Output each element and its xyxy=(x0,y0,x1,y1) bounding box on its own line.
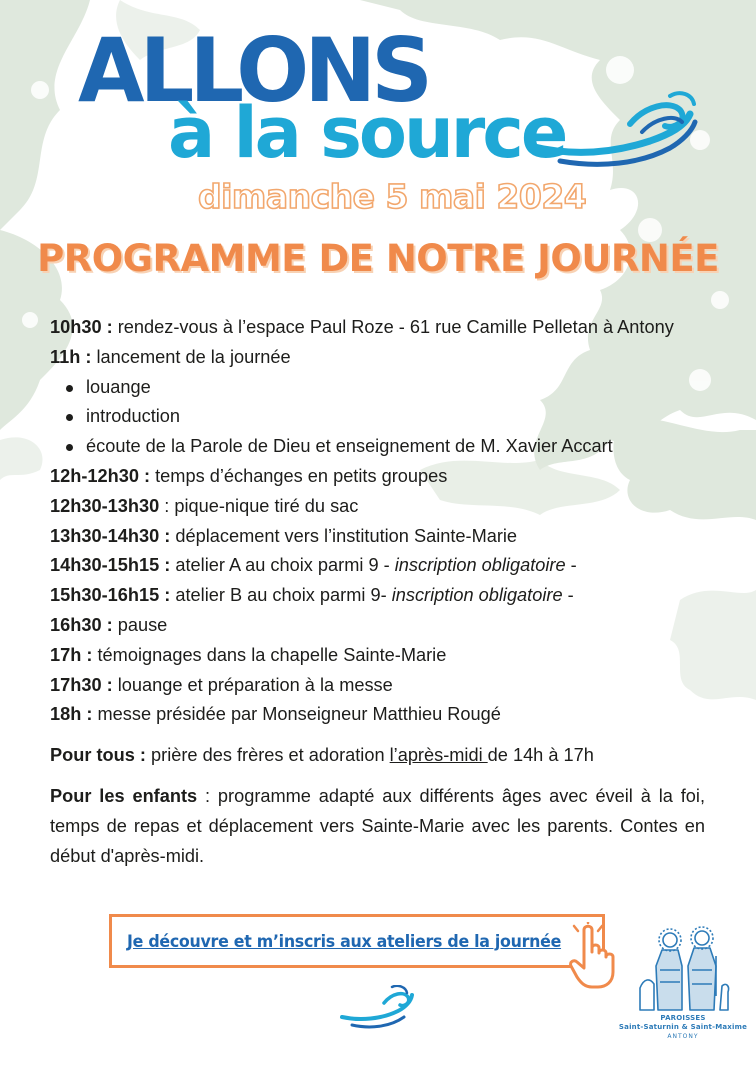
schedule-time: 13h30-14h30 : xyxy=(50,525,171,546)
program-title: PROGRAMME DE NOTRE JOURNÉE xyxy=(37,237,719,280)
wave-logo-icon xyxy=(338,985,416,1031)
schedule-time: 11h : xyxy=(50,346,92,367)
event-date: dimanche 5 mai 2024 xyxy=(198,177,587,216)
schedule-time: 15h30-16h15 : xyxy=(50,585,171,606)
schedule-item xyxy=(50,492,705,522)
schedule-text: témoignages dans la chapelle Sainte-Marie xyxy=(92,644,447,665)
pour-tous-text-after: de 14h à 17h xyxy=(487,745,594,766)
schedule-item xyxy=(50,551,705,581)
schedule-text: louange et préparation à la messe xyxy=(112,674,393,695)
schedule-item xyxy=(50,611,705,641)
register-workshops-link[interactable]: Je découvre et m’inscris aux ateliers de la journée xyxy=(126,931,562,951)
schedule-time: 18h : xyxy=(50,704,93,725)
schedule-item xyxy=(50,641,705,671)
program-schedule xyxy=(50,313,705,871)
wave-logo-icon xyxy=(520,86,700,176)
pour-tous-underlined: l’après-midi xyxy=(389,745,488,766)
schedule-text: déplacement vers l’institution Sainte-Marie xyxy=(170,525,518,546)
schedule-time: 17h : xyxy=(50,644,93,665)
schedule-item xyxy=(50,522,705,552)
schedule-text: messe présidée par Monseigneur Matthieu Rougé xyxy=(92,704,501,725)
schedule-time: 10h30 : xyxy=(50,317,113,337)
schedule-time: 17h30 : xyxy=(50,674,113,695)
schedule-text: - xyxy=(565,555,577,576)
parish-saints-logo xyxy=(636,926,730,1014)
schedule-text: - xyxy=(562,585,574,606)
parish-name xyxy=(618,1014,748,1041)
list-item: écoute de la Parole de Dieu et enseignement de M. Xavier Accart xyxy=(86,432,705,462)
pour-enfants-label: Pour les enfants xyxy=(50,785,198,806)
schedule-note: inscription obligatoire xyxy=(391,585,563,606)
parish-city: ANTONY xyxy=(667,1033,699,1040)
schedule-item-1030 xyxy=(50,313,705,343)
schedule-time: 16h30 : xyxy=(50,614,113,635)
schedule-time: 12h30-13h30 xyxy=(50,495,160,516)
list-item: louange xyxy=(86,373,705,403)
schedule-text: rendez-vous à l’espace Paul Roze - 61 rue Camille Pelletan à Antony xyxy=(112,317,674,337)
title-allons: ALLONS xyxy=(78,19,429,123)
schedule-text: atelier A au choix parmi 9 - xyxy=(170,555,395,576)
list-item: introduction xyxy=(86,402,705,432)
schedule-text: : pique-nique tiré du sac xyxy=(159,495,359,516)
pour-tous-paragraph xyxy=(50,741,705,771)
schedule-time: 14h30-15h15 : xyxy=(50,555,171,576)
pointing-hand-icon xyxy=(566,922,628,990)
schedule-item xyxy=(50,581,705,611)
schedule-item xyxy=(50,462,705,492)
schedule-item xyxy=(50,671,705,701)
pour-enfants-paragraph xyxy=(50,782,705,871)
activity-list xyxy=(50,373,705,462)
schedule-text: temps d’échanges en petits groupes xyxy=(150,465,448,486)
schedule-text: lancement de la journée xyxy=(91,346,291,367)
pour-tous-text: prière des frères et adoration xyxy=(145,745,390,766)
register-workshops-button[interactable] xyxy=(109,914,605,968)
parish-name-line2: Saint-Saturnin & Saint-Maxime xyxy=(618,1023,748,1031)
schedule-text: atelier B au choix parmi 9- xyxy=(170,585,392,606)
schedule-item xyxy=(50,700,705,730)
parish-name-line1: PAROISSES xyxy=(660,1014,706,1022)
schedule-item-11h xyxy=(50,343,705,373)
pour-tous-label: Pour tous : xyxy=(50,745,146,766)
schedule-time: 12h-12h30 : xyxy=(50,465,151,486)
schedule-text: pause xyxy=(112,614,168,635)
schedule-note: inscription obligatoire xyxy=(394,555,566,576)
title-a-la-source: à la source xyxy=(168,92,566,174)
pour-enfants-text: : programme adapté aux différents âges avec éveil à la foi, temps de repas et déplacement vers Sainte-Marie avec les parents. Contes en début d'après-midi. xyxy=(50,785,705,866)
